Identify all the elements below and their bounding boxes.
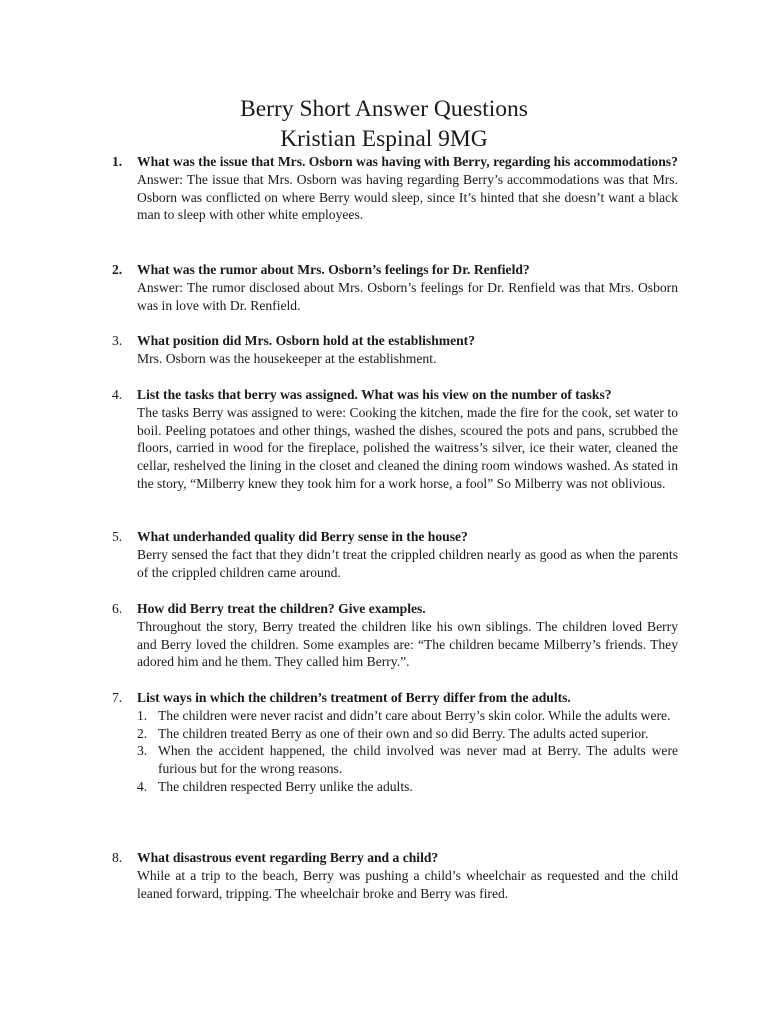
question-item-5 xyxy=(112,528,678,581)
answer-text: The tasks Berry was assigned to were: Cooking the kitchen, made the fire for the cook, set water to boil. Peeling potatoes and other things, washed the dishes, scoured the pots and pans, scrubbed the floors, carried in wood for the fireplace, polished the waitress’s silver, ice their water, cleaned the cellar, reshelved the lining in the closet and cleaned the dining room windows washed. As stated in the story, “Milberry knew they took him for a work horse, a fool” So Milberry was not oblivious. xyxy=(137,404,678,491)
list-item-text: The children treated Berry as one of their own and so did Berry. The adults acted superior. xyxy=(158,725,649,741)
answer-text: Throughout the story, Berry treated the children like his own siblings. The children loved Berry and Berry loved the children. Some examples are: “The children became Milberry’s friends. They adored him and he them. They called him Berry.”. xyxy=(137,618,678,670)
question-number: 7. xyxy=(112,690,123,705)
list-item-number: 3. xyxy=(137,743,148,759)
question-text: What underhanded quality did Berry sense in the house? xyxy=(137,529,468,544)
question-item-7 xyxy=(112,689,678,796)
list-item-number: 2. xyxy=(137,725,148,741)
question-number: 4. xyxy=(112,387,123,402)
question-item-2 xyxy=(112,261,678,314)
question-item-3 xyxy=(112,332,678,368)
list-item xyxy=(137,742,678,778)
question-text: What was the issue that Mrs. Osborn was having with Berry, regarding his accommodations? xyxy=(137,154,678,169)
list-item xyxy=(137,707,678,725)
question-number: 8. xyxy=(112,850,123,865)
list-item-text: When the accident happened, the child involved was never mad at Berry. The adults were furious but for the wrong reasons. xyxy=(158,743,678,777)
title-line-2: Kristian Espinal 9MG xyxy=(280,126,488,152)
question-text: How did Berry treat the children? Give examples. xyxy=(137,601,426,616)
title-line-1: Berry Short Answer Questions xyxy=(240,96,528,122)
answer-text: Answer: The rumor disclosed about Mrs. Osborn’s feelings for Dr. Renfield was that Mrs. Osborn was in love with Dr. Renfield. xyxy=(137,279,678,313)
answer-text: Answer: The issue that Mrs. Osborn was having regarding Berry’s accommodations was that Mrs. Osborn was conflicted on where Berry would sleep, since It’s hinted that she doesn’t want a black man to sleep with other white employees. xyxy=(137,171,678,223)
question-number: 2. xyxy=(112,262,123,277)
document-title xyxy=(0,94,768,154)
answer-text: While at a trip to the beach, Berry was pushing a child’s wheelchair as requested and the child leaned forward, tripping. The wheelchair broke and Berry was fired. xyxy=(137,867,678,901)
question-number: 3. xyxy=(112,333,123,348)
list-item xyxy=(137,778,678,796)
answer-text: Berry sensed the fact that they didn’t treat the crippled children nearly as good as when the parents of the crippled children came around. xyxy=(137,546,678,580)
question-text: What disastrous event regarding Berry and a child? xyxy=(137,850,439,865)
list-item-number: 4. xyxy=(137,778,148,794)
question-item-4 xyxy=(112,386,678,493)
list-item xyxy=(137,725,678,743)
question-number: 5. xyxy=(112,529,123,544)
question-number: 1. xyxy=(112,154,123,169)
list-item-text: The children respected Berry unlike the adults. xyxy=(158,778,413,794)
question-text: List ways in which the children’s treatment of Berry differ from the adults. xyxy=(137,690,571,705)
list-item-number: 1. xyxy=(137,707,148,723)
question-number: 6. xyxy=(112,601,123,616)
list-item-text: The children were never racist and didn’t care about Berry’s skin color. While the adults were. xyxy=(158,707,671,723)
question-text: List the tasks that berry was assigned. What was his view on the number of tasks? xyxy=(137,387,612,402)
difference-list xyxy=(137,707,678,796)
question-item-8 xyxy=(112,849,678,902)
answer-text: Mrs. Osborn was the housekeeper at the establishment. xyxy=(137,350,437,366)
question-text: What was the rumor about Mrs. Osborn’s feelings for Dr. Renfield? xyxy=(137,262,530,277)
question-item-6 xyxy=(112,600,678,671)
question-text: What position did Mrs. Osborn hold at the establishment? xyxy=(137,333,476,348)
question-item-1 xyxy=(112,153,678,224)
